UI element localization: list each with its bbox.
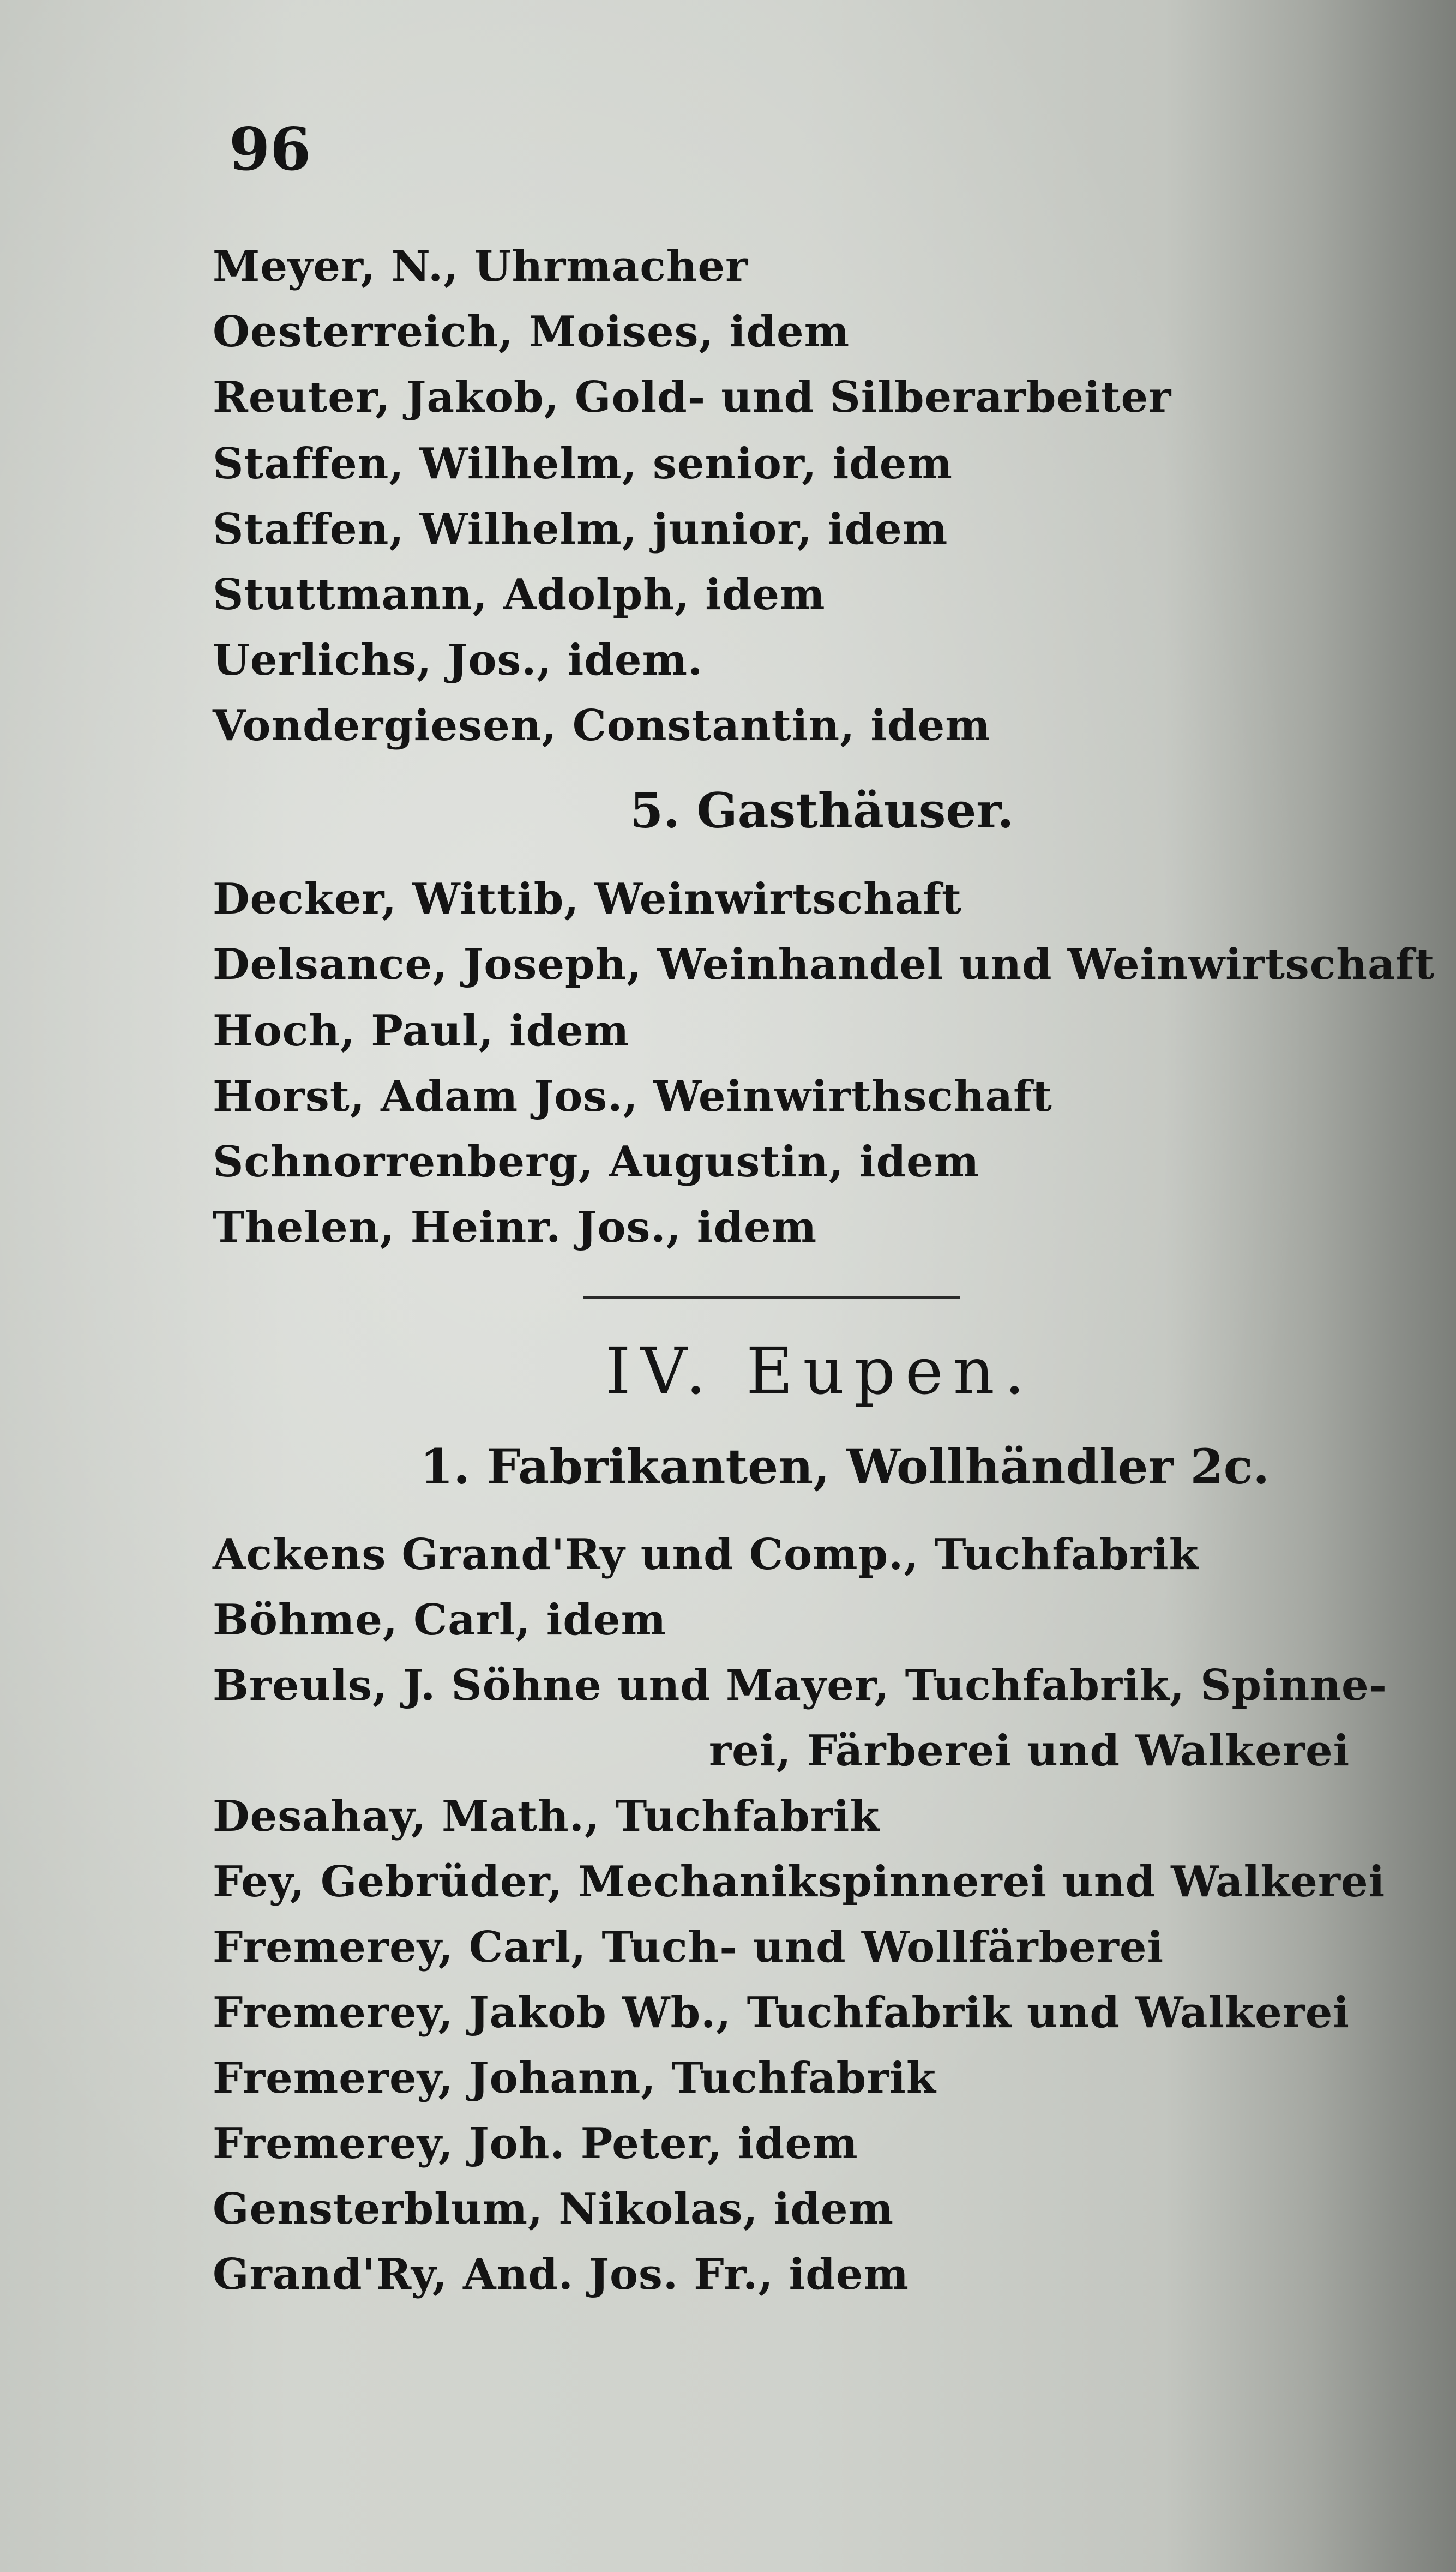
list-item: Böhme, Carl, idem [213,1595,667,1645]
list-item: Decker, Wittib, Weinwirtschaft [213,874,962,924]
list-item: Schnorrenberg, Augustin, idem [213,1137,980,1187]
list-item: Fremerey, Carl, Tuch- und Wollfärberei [213,1922,1164,1972]
list-item: Fremerey, Jakob Wb., Tuchfabrik und Walkerei [213,1988,1350,2038]
list-item: Fey, Gebrüder, Mechanikspinnerei und Walkerei [213,1857,1386,1907]
list-item: Staffen, Wilhelm, senior, idem [213,439,953,489]
list-item: Reuter, Jakob, Gold- und Silberarbeiter [213,372,1172,422]
list-item: Delsance, Joseph, Weinhandel und Weinwirtschaft [213,940,1435,989]
chapter-heading: IV. Eupen. [605,1333,1035,1409]
list-item: Breuls, J. Söhne und Mayer, Tuchfabrik, Spinne- [213,1661,1388,1710]
list-item: Thelen, Heinr. Jos., idem [213,1203,817,1252]
list-item: Uerlichs, Jos., idem. [213,635,703,685]
list-item: Desahay, Math., Tuchfabrik [213,1792,880,1841]
list-item: Fremerey, Joh. Peter, idem [213,2119,858,2168]
list-item: Grand'Ry, And. Jos. Fr., idem [213,2250,909,2299]
list-item: Ackens Grand'Ry und Comp., Tuchfabrik [213,1530,1199,1579]
list-item-continuation: rei, Färberei und Walkerei [709,1726,1350,1776]
list-item: Fremerey, Johann, Tuchfabrik [213,2053,936,2103]
list-item: Staffen, Wilhelm, junior, idem [213,504,948,554]
list-item: Hoch, Paul, idem [213,1006,630,1056]
list-item: Horst, Adam Jos., Weinwirthschaft [213,1072,1052,1121]
list-item: Vondergiesen, Constantin, idem [213,701,991,750]
list-item: Meyer, N., Uhrmacher [213,242,749,291]
list-item: Stuttmann, Adolph, idem [213,570,826,620]
section-divider [583,1296,960,1299]
section-heading-inns: 5. Gasthäuser. [630,782,1014,839]
list-item: Gensterblum, Nikolas, idem [213,2184,894,2234]
page-number: 96 [229,115,311,184]
list-item: Oesterreich, Moises, idem [213,307,850,357]
section-heading-manufacturers: 1. Fabrikanten, Wollhändler 2c. [420,1438,1270,1495]
